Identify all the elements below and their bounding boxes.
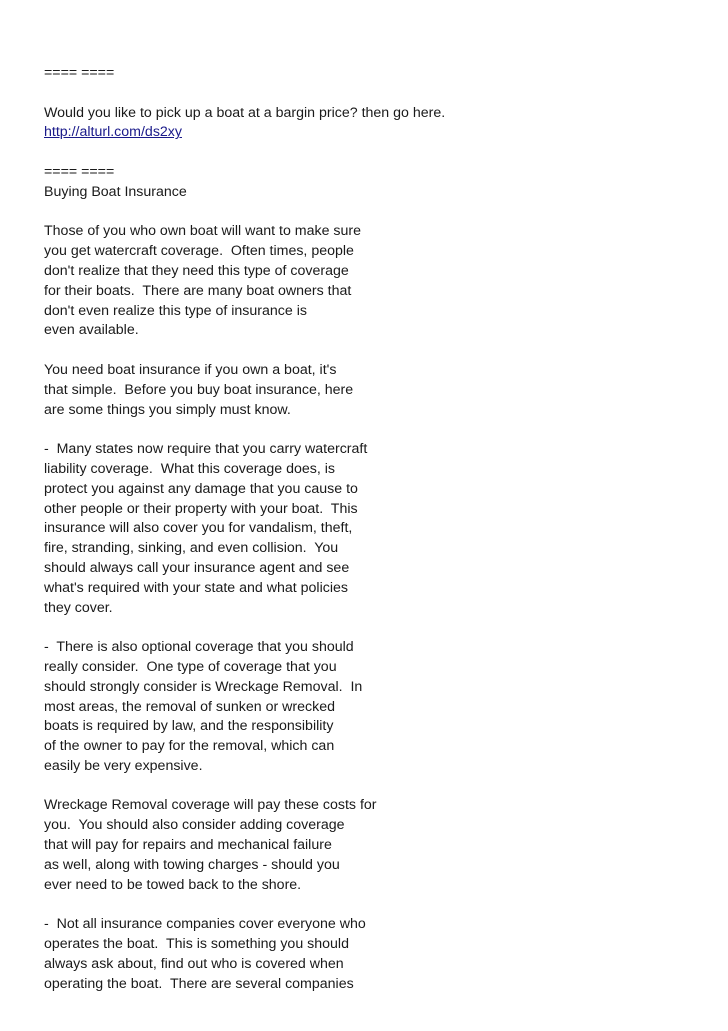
paragraph-line: easily be very expensive. [44,757,203,774]
paragraph-line: fire, stranding, sinking, and even collision. You [44,540,339,557]
paragraph-line: that simple. Before you buy boat insurance, here [44,381,354,398]
paragraph [44,796,684,895]
spacer [44,618,684,638]
paragraph-line: ever need to be towed back to the shore. [44,876,302,893]
spacer [44,420,684,440]
paragraph-line: Wreckage Removal coverage will pay these costs for [44,797,377,814]
paragraph-line: really consider. One type of coverage that you [44,658,337,675]
paragraph-line: you. You should also consider adding coverage [44,817,345,834]
paragraph-line: of the owner to pay for the removal, which can [44,738,335,755]
paragraph [44,361,684,420]
paragraph-line: protect you against any damage that you cause to [44,480,358,497]
intro-link-line [44,123,684,143]
intro-link[interactable]: http://alturl.com/ds2xy [44,124,182,141]
paragraph-line: liability coverage. What this coverage does, is [44,460,335,477]
paragraph-line: - Many states now require that you carry watercraft [44,441,368,458]
paragraph [44,638,684,777]
intro-line: Would you like to pick up a boat at a bargin price? then go here. [44,104,446,121]
paragraph-line: - There is also optional coverage that you should [44,639,354,656]
paragraph-line: what's required with your state and what policies [44,579,348,596]
paragraph-line: operating the boat. There are several companies [44,975,354,992]
separator-bottom: ==== ==== [44,163,115,180]
paragraph-line: don't even realize this type of insurance is [44,302,307,319]
paragraph-line: they cover. [44,599,113,616]
paragraph-line: Those of you who own boat will want to make sure [44,223,362,240]
spacer [44,777,684,797]
paragraph-line: you get watercraft coverage. Often times, people [44,243,354,260]
spacer [44,203,684,223]
paragraph-line: as well, along with towing charges - should you [44,856,340,873]
paragraph-line: operates the boat. This is something you should [44,936,349,953]
paragraph-line: should always call your insurance agent and see [44,559,350,576]
spacer [44,895,684,915]
spacer [44,84,684,104]
paragraph-line: for their boats. There are many boat owners that [44,282,352,299]
spacer [44,341,684,361]
paragraph-line: don't realize that they need this type of coverage [44,262,349,279]
paragraph [44,915,684,994]
paragraph-line: should strongly consider is Wreckage Removal. In [44,678,363,695]
paragraph-line: always ask about, find out who is covered when [44,955,344,972]
spacer [44,143,684,163]
paragraph-line: that will pay for repairs and mechanical failure [44,837,332,854]
paragraph [44,222,684,341]
article-body [44,203,684,995]
paragraph-line: even available. [44,322,139,339]
paragraph-line: are some things you simply must know. [44,401,291,418]
document-page [44,64,684,994]
paragraph-line: You need boat insurance if you own a boat, it's [44,361,337,378]
paragraph-line: most areas, the removal of sunken or wrecked [44,698,335,715]
paragraph-line: boats is required by law, and the responsibility [44,718,334,735]
paragraph [44,440,684,618]
paragraph-line: - Not all insurance companies cover everyone who [44,916,366,933]
separator-top: ==== ==== [44,65,115,81]
paragraph-line: other people or their property with your boat. This [44,500,358,517]
paragraph-line: insurance will also cover you for vandalism, theft, [44,520,353,537]
article-title: Buying Boat Insurance [44,183,187,200]
